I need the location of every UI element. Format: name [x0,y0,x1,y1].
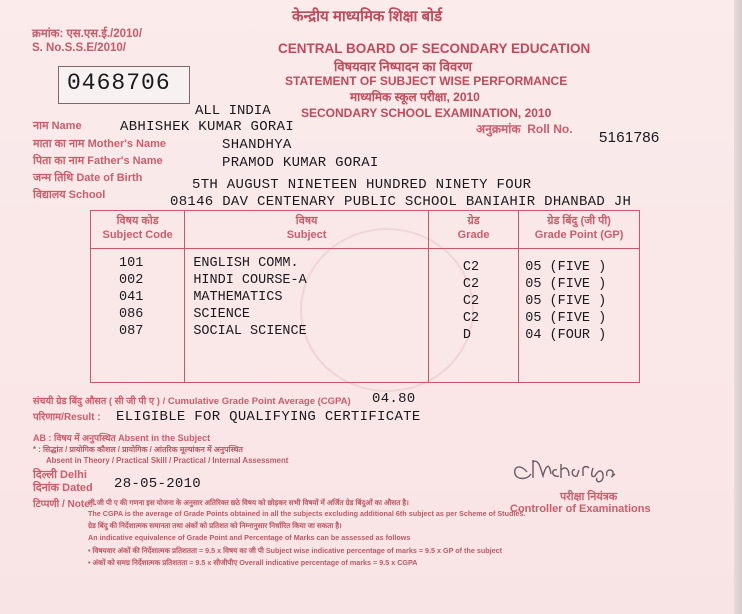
controller-signature [505,450,635,486]
grade: C2 [462,311,480,326]
school-name: 08146 DAV CENTENARY PUBLIC SCHOOL BANIAHIR DHANBAD JH [170,194,632,210]
subject-code: 087 [119,324,144,339]
statement-title-english: STATEMENT OF SUBJECT WISE PERFORMANCE [285,74,568,88]
mother-name-label: माता का नाम Mother's Name [33,138,166,150]
dated-label: दिनांक Dated [33,482,93,494]
grade: C2 [462,260,480,275]
note-line: सी जी पी ए की गणना इस योजना के अनुसार अतिरिक्त छठे विषय को छोड़कर सभी विषयों में अर्जित ग्रेड बिंदुओं का औसत है। [88,498,409,507]
mother-name: SHANDHYA [222,137,292,153]
subject-name: SOCIAL SCIENCE [193,324,307,339]
note-line: The CGPA is the average of Grade Points obtained in all the subjects excluding additional 6th subject as per Scheme of Studies. [88,509,526,518]
absent-subject-note: AB : विषय में अनुपस्थित Absent in the Subject [33,433,211,443]
serial-prefix-hindi: क्रमांक: एस.एस.ई./2010/ [32,28,143,40]
cgpa-label: संचयी ग्रेड बिंदु औसत ( सी जी पी ए ) / Cumulative Grade Point Average (CGPA) [33,396,351,407]
subject-name: MATHEMATICS [193,290,283,305]
date-of-birth: 5TH AUGUST NINETEEN HUNDRED NINETY FOUR [192,177,532,193]
grade-column [428,249,518,383]
absent-theory-note-english: Absent in Theory / Practical Skill / Practical / Internal Assessment [46,456,289,465]
grade-point: 04 (FOUR ) [525,328,607,343]
student-name: ABHISHEK KUMAR GORAI [120,119,295,135]
grade-point: 05 (FIVE ) [525,311,607,326]
note-line: ग्रेड बिंदु की निर्देशात्मक समानता तथा अंकों को प्रतिशत को निम्नानुसार निर्धारित किया जा सकता है। [88,521,342,530]
roll-number: 5161786 [599,129,660,146]
exam-title-hindi: माध्यमिक स्कूल परीक्षा, 2010 [350,90,480,104]
subject-name: ENGLISH COMM. [193,256,299,271]
controller-title-hindi: परीक्षा नियंत्रक [560,491,618,503]
subject-table [90,210,640,383]
board-name-hindi: केन्द्रीय माध्यमिक शिक्षा बोर्ड [292,8,442,25]
controller-title-english: Controller of Examinations [510,503,651,515]
grade-point-column [519,249,640,383]
note-line: • विषयवार अंकों की निर्देशात्मक प्रतिशतता = 9.5 x विषय का जी पी Subject wise indicative percentage of marks = 9.5 x GP of the subject [88,546,502,555]
header-subject: विषय Subject [185,211,429,249]
header-grade-point: ग्रेड बिंदु (जी पी) Grade Point (GP) [519,211,640,249]
absent-theory-note-hindi: * : सिद्धांत / प्रायोगिक कौशल / प्रायोगिक / आंतरिक मूल्यांकन में अनुपस्थित [33,445,243,454]
grade-point: 05 (FIVE ) [525,294,607,309]
result-value: ELIGIBLE FOR QUALIFYING CERTIFICATE [116,409,421,425]
grade-point: 05 (FIVE ) [525,277,607,292]
father-name-label: पिता का नाम Father's Name [33,155,163,167]
subject-code-column [91,249,185,383]
grade: C2 [462,294,480,309]
region: ALL INDIA [195,103,271,119]
note-line: An indicative equivalence of Grade Point and Percentage of Marks can be assessed as follows [88,533,411,542]
subject-name-column [185,249,429,383]
exam-title-english: SECONDARY SCHOOL EXAMINATION, 2010 [301,106,552,120]
subject-code: 041 [119,290,144,305]
father-name: PRAMOD KUMAR GORAI [222,155,379,171]
subject-code: 101 [119,256,144,271]
grade: C2 [462,277,480,292]
subject-name: SCIENCE [193,307,251,322]
paper-edge [734,0,742,614]
subject-code: 086 [119,307,144,322]
serial-prefix-english: S. No.S.S.E/2010/ [32,42,126,54]
serial-number: 0468706 [67,70,171,96]
roll-label: अनुक्रमांक Roll No. [476,122,573,136]
dob-label: जन्म तिथि Date of Birth [33,172,143,184]
header-grade: ग्रेड Grade [428,211,518,249]
note-label: टिप्पणी / Note:- [33,499,97,510]
school-label: विद्यालय School [33,189,106,201]
note-line: • अंकों को समग्र निर्देशात्मक प्रतिशतता = 9.5 x सीजीपीए Overall indicative percentage of marks = 9.5 x CGPA [88,558,418,567]
subject-code: 002 [119,273,144,288]
cgpa-value: 04.80 [372,391,416,407]
header-subject-code: विषय कोड Subject Code [91,211,185,249]
place-label: दिल्ली Delhi [33,469,87,481]
board-name-english: CENTRAL BOARD OF SECONDARY EDUCATION [278,41,591,56]
issue-date: 28-05-2010 [114,476,202,492]
result-label: परिणाम/Result : [33,412,101,423]
statement-title-hindi: विषयवार निष्पादन का विवरण [334,59,472,74]
grade-point: 05 (FIVE ) [525,260,607,275]
grade: D [462,328,471,343]
name-label: नाम Name [33,120,82,132]
subject-name: HINDI COURSE-A [193,273,307,288]
